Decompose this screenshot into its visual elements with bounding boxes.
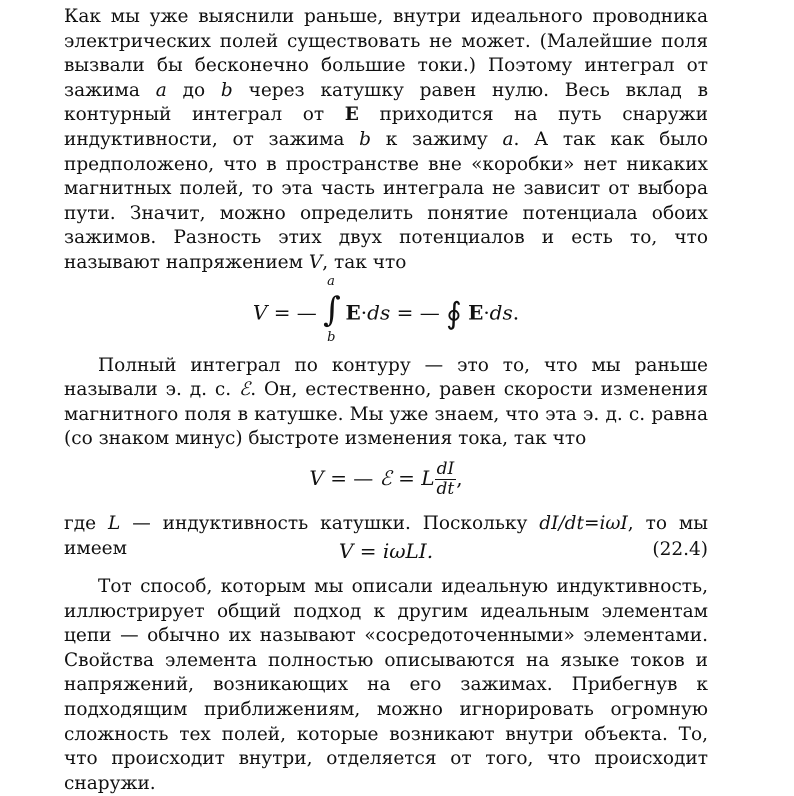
dot-operator: · (360, 300, 368, 325)
equation-emf (64, 454, 708, 512)
integral-lower-limit: b (327, 329, 336, 345)
fraction-denominator: dt (436, 478, 455, 499)
eq-minus: = — (330, 465, 374, 490)
paragraph-1 (64, 5, 708, 276)
terminal-a: a (155, 79, 167, 101)
paragraph-2-text: Полный интеграл по контуру — это то, что мы раньше называли э. д. с. (64, 354, 708, 401)
ds: ds (367, 300, 391, 325)
terminal-b: b (220, 79, 233, 101)
integrand-e: E (345, 300, 361, 325)
ds: ds (489, 300, 513, 325)
paragraph-1-text: Как мы уже выяснили раньше, внутри идеального проводника электрических полей существовать не может. (Малейшие поля вызвали бы бесконечно большие токи.) Поэтому интеграл от зажима (64, 6, 708, 101)
dot-operator: · (483, 300, 490, 325)
paragraph-3-text: где (64, 512, 108, 534)
equation-22-4-expr: V = iωLI. (338, 539, 434, 564)
text-fragment: , так что (322, 251, 407, 273)
text-fragment: до (166, 79, 221, 101)
paragraph-2 (64, 354, 708, 452)
equation-voltage-integral (64, 273, 708, 354)
eq-minus: = — (396, 300, 440, 325)
paragraph-3-text: — индуктивность катушки. Поскольку (120, 512, 540, 534)
voltage-symbol: V (308, 251, 323, 273)
terminal-a: a (502, 128, 514, 150)
inductance-symbol: L (107, 512, 121, 534)
period: . (512, 300, 520, 325)
fraction-numerator: dI (435, 460, 457, 480)
inline-formula: dI/dt=iωI (539, 512, 628, 534)
comma: , (456, 465, 463, 490)
paragraph-2-text: . Он, естественно, равен скорости изменения магнитного поля в катушке. Мы уже знаем, что эта э. д. с. равна (со знаком минус) быстроте изменения тока, так что (64, 379, 708, 450)
eq-equals: = (398, 465, 415, 490)
integral-symbol: ∫ (323, 289, 341, 330)
equation-number: (22.4) (652, 539, 708, 561)
integral-upper-limit: a (327, 273, 335, 289)
paragraph-3-text: , то мы имеем (64, 512, 708, 559)
contour-integral-symbol: ∮ (446, 296, 462, 332)
text-fragment: приходится на путь снаружи индуктивности, от зажима (64, 104, 709, 150)
eq-minus: = — (273, 300, 317, 325)
eq-lhs-v: V (309, 465, 324, 490)
paragraph-4: Тот способ, которым мы описали идеальную индуктивность, иллюстрирует общий подход к другим идеальным элементам цепи — обычно их называют «сосредоточенными» элементами. Свойства элемента полностью описываются на языке токов и напряжений, возникающих на его зажимах. Прибегнув к подходящим приближениям, можно игнорировать огромную сложность тех полей, которые возникают внутри объекта. То, что происходит внутри, отделяется от того, что происходит снаружи. (64, 576, 708, 794)
integrand-e: E (468, 300, 484, 325)
text-fragment: к зажиму (371, 128, 503, 150)
eq-lhs-v: V (252, 300, 268, 325)
inductance-symbol: L (421, 465, 435, 490)
page (64, 5, 708, 796)
field-symbol-e: E (344, 104, 359, 126)
integral-sign (323, 273, 341, 345)
derivative-fraction (435, 460, 457, 499)
emf-symbol: ℰ (379, 465, 392, 490)
terminal-b: b (359, 128, 372, 150)
text-fragment: через катушку равен нулю. Весь вклад в контурный интеграл от (64, 79, 708, 126)
equation-22-4 (64, 539, 708, 575)
emf-symbol: ℰ (239, 379, 251, 401)
text-fragment: . А так как было предположено, что в пространстве вне «коробки» нет никаких магнитных полей, то эта часть интеграла не зависит от выбора пути. Значит, можно определить понятие потенциала обоих зажимов. Разность этих двух потенциалов и есть то, что называют напряжением (64, 128, 708, 273)
paragraph-3-block (64, 512, 708, 575)
